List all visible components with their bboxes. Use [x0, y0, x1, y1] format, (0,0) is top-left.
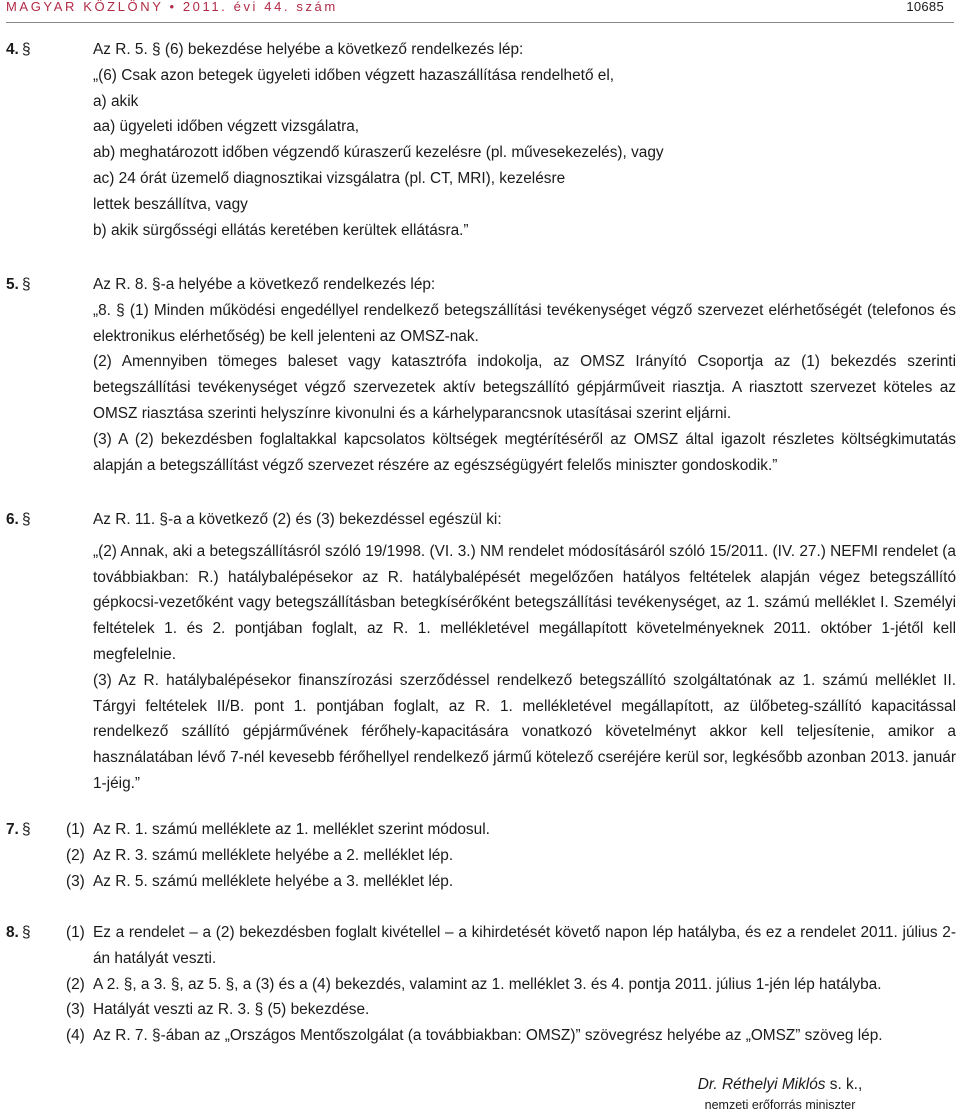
signature-block [630, 1074, 930, 1114]
header-rule [6, 22, 954, 23]
signatory-title: nemzeti erőforrás miniszter [704, 1098, 856, 1112]
item-label: (2) [66, 975, 85, 993]
list-item [6, 843, 956, 869]
item-text: Az R. 7. §-ában az „Országos Mentőszolgálat (a továbbiakban: OMSZ)” szövegrész helyébe az „OMSZ” szöveg lép. [93, 1027, 883, 1045]
text-line: aa) ügyeleti időben végzett vizsgálatra, [93, 118, 360, 136]
item-label: (1) [66, 821, 85, 838]
section-number: 8. [6, 924, 19, 941]
text-line: lettek beszállítva, vagy [93, 195, 248, 213]
section-7 [6, 817, 956, 894]
section-5-body [93, 272, 956, 478]
item-text: Ez a rendelet – a (2) bekezdésben foglalt kivétellel – a kihirdetését követő napon lép hatályba, és ez a rendelet 2011. július 2-án hatályát veszti. [93, 924, 956, 967]
page-number: 10685 [906, 0, 944, 14]
text-line: „(6) Csak azon betegek ügyeleti időben végzett hazaszállítása rendelhető el, [93, 66, 615, 84]
item-text: A 2. §, a 3. §, az 5. §, a (3) és a (4) bekezdés, valamint az 1. melléklet 3. és 4. pontja 2011. július 1-jén lép hatályba. [93, 975, 882, 993]
list-item [6, 817, 956, 843]
text-line: Az R. 5. § (6) bekezdése helyébe a következő rendelkezés lép: [93, 41, 524, 58]
signatory-suffix: s. k., [825, 1076, 863, 1093]
item-text: Az R. 5. számú melléklete helyébe a 3. melléklet lép. [93, 872, 454, 890]
list-item [6, 1023, 956, 1049]
paragraph: „8. § (1) Minden működési engedéllyel rendelkező betegszállítási tevékenységet végző szervezet elérhetőségét (telefonos és elektronikus elérhetőség) be kell jelenteni az OMSZ-nak. [93, 301, 956, 345]
section-5 [6, 272, 956, 478]
section-intro: Az R. 11. §-a a következő (2) és (3) bekezdéssel egészül ki: [93, 511, 502, 528]
section-4-body [93, 37, 956, 243]
text-line: ac) 24 órát üzemelő diagnosztikai vizsgálatra (pl. CT, MRI), kezelésre [93, 169, 566, 187]
page-header [6, 0, 954, 22]
item-text: Az R. 1. számú melléklete az 1. melléklet szerint módosul. [93, 821, 490, 838]
list-item [6, 972, 956, 998]
item-text: Az R. 3. számú melléklete helyébe a 2. melléklet lép. [93, 846, 454, 864]
list-item [6, 997, 956, 1023]
paragraph-sign: § [22, 276, 31, 293]
paragraph-sign: § [22, 924, 31, 941]
paragraph: „(2) Annak, aki a betegszállításról szóló 19/1998. (VI. 3.) NM rendelet módosításáról szóló 15/2011. (IV. 27.) NEFMI rendelet (a továbbiakban: R.) hatálybalépésekor az R. hatálybalépését megelőzően hatályos feltételek alapján végez betegszállító gépkocsi-vezetőként vagy betegszállításban betegkísérőként betegszállítási tevékenységet, az 1. számú melléklet I. Személyi feltételek 1. és 2. pontjában foglalt, az R. 1. mellékletével megállapított követelményeknek 2011. október 1-jétől kell megfelelnie. [93, 542, 956, 663]
section-number: 6. [6, 511, 19, 528]
text-line: a) akik [93, 92, 139, 110]
section-number: 5. [6, 276, 19, 293]
signatory-name: Dr. Réthelyi Miklós [697, 1076, 826, 1093]
journal-title: MAGYAR KÖZLÖNY • 2011. évi 44. szám [6, 0, 338, 14]
item-label: (2) [66, 846, 85, 864]
item-text: Hatályát veszti az R. 3. § (5) bekezdése. [93, 1001, 370, 1019]
paragraph: (2) Amennyiben tömeges baleset vagy katasztrófa indokolja, az OMSZ Irányító Csoportja az (1) bekezdés szerinti betegszállítási tevékenységet végző szervezetek aktív betegszállító gépjárműveit riasztja. A riasztott szervezet köteles az OMSZ riasztása szerinti helyszínre kivonulni és a kárhelyparancsnok utasításai szerint eljárni. [93, 353, 956, 422]
list-item [6, 869, 956, 895]
text-line: b) akik sürgősségi ellátás keretében kerültek ellátásra.” [93, 221, 469, 239]
section-number: 7. [6, 821, 19, 838]
paragraph-sign: § [22, 41, 31, 58]
item-label: (3) [66, 1001, 85, 1019]
section-number: 4. [6, 41, 19, 58]
list-item [6, 920, 956, 972]
text-line: ab) meghatározott időben végzendő kúraszerű kezelésre (pl. művesekezelés), vagy [93, 144, 664, 162]
paragraph-sign: § [22, 511, 31, 528]
item-label: (3) [66, 872, 85, 890]
section-6-body [93, 507, 956, 797]
paragraph: (3) Az R. hatálybalépésekor finanszírozási szerződéssel rendelkező betegszállító szolgáltatónak az 1. számú melléklet II. Tárgyi feltételek II/B. pont 1. pontjában foglalt, az R. 1. mellékletével megállapított, az ülőbeteg-szállító kapacitással rendelkező szállító gépjárművének férőhely-kapacitására vonatkozó követelményt akkor kell teljesítenie, amikor a használatában lévő 7-nél kevesebb férőhellyel rendelkező jármű kötelező cseréjére kerül sor, legkésőbb azonban 2013. január 1-jéig.” [93, 671, 956, 792]
paragraph: (3) A (2) bekezdésben foglaltakkal kapcsolatos költségek megtérítéséről az OMSZ által igazolt részletes költségkimutatás alapján a betegszállítást végző szervezet részére az egészségügyért felelős miniszter gondoskodik.” [93, 430, 956, 474]
section-intro: Az R. 8. §-a helyébe a következő rendelkezés lép: [93, 276, 436, 293]
item-label: (1) [66, 924, 85, 941]
section-8 [6, 920, 956, 1049]
section-4 [6, 37, 956, 243]
paragraph-sign: § [22, 821, 31, 838]
section-6 [6, 507, 956, 797]
item-label: (4) [66, 1027, 85, 1045]
